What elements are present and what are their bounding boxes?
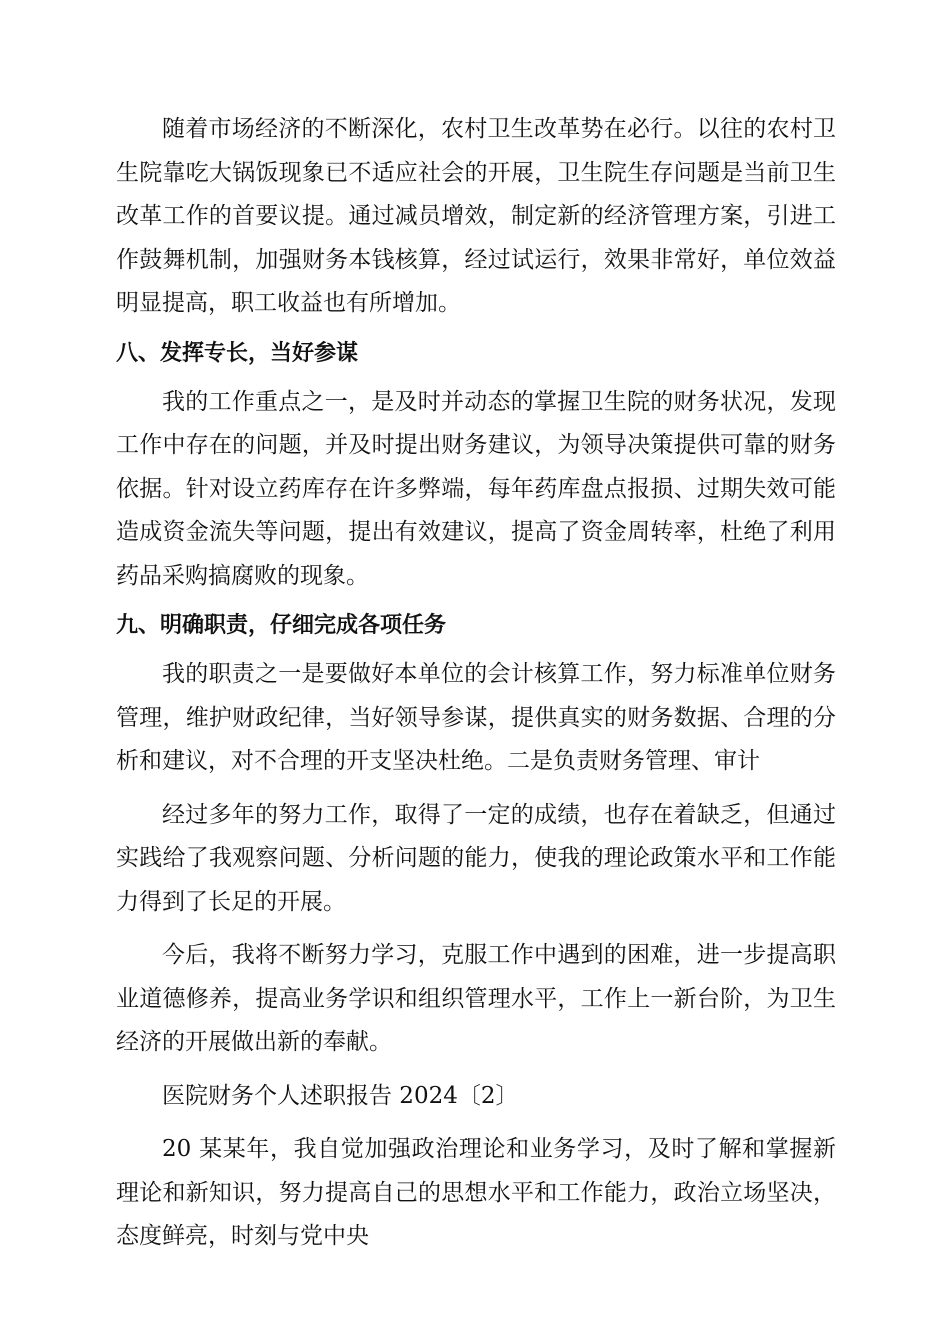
paragraph-achievements: 经过多年的努力工作，取得了一定的成绩，也存在着缺乏，但通过实践给了我观察问题、分析问题的能力，使我的理论政策水平和工作能力得到了长足的开展。 — [116, 801, 836, 915]
report-subtitle: 医院财务个人述职报告 2024〔2〕 — [162, 1082, 519, 1109]
paragraph-rural-reform: 随着市场经济的不断深化，农村卫生改革势在必行。以往的农村卫生院靠吃大锅饭现象已不适应社会的开展，卫生院生存问题是当前卫生改革工作的首要议提。通过减员增效，制定新的经济管理方案，引进工作鼓舞机制，加强财务本钱核算，经过试运行，效果非常好，单位效益明显提高，职工收益也有所增加。 — [116, 116, 836, 316]
paragraph-financial-advice: 我的工作重点之一，是及时并动态的掌握卫生院的财务状况，发现工作中存在的问题，并及时提出财务建议，为领导决策提供可靠的财务依据。针对设立药库存在许多弊端，每年药库盘点报损、过期失效可能造成资金流失等问题，提出有效建议，提高了资金周转率，杜绝了利用药品采购搞腐败的现象。 — [116, 388, 836, 589]
section-heading-9: 九、明确职责，仔细完成各项任务 — [116, 613, 447, 638]
paragraph-future: 今后，我将不断努力学习，克服工作中遇到的困难，进一步提高职业道德修养，提高业务学识和组织管理水平，工作上一新台阶，为卫生经济的开展做出新的奉献。 — [116, 942, 836, 1055]
document-body — [116, 108, 836, 1259]
paragraph-study: 20 某某年，我自觉加强政治理论和业务学习，及时了解和掌握新理论和新知识，努力提高自己的思想水平和工作能力，政治立场坚决，态度鲜亮，时刻与党中央 — [116, 1136, 836, 1249]
paragraph-duties: 我的职责之一是要做好本单位的会计核算工作，努力标准单位财务管理，维护财政纪律，当好领导参谋，提供真实的财务数据、合理的分析和建议，对不合理的开支坚决杜绝。二是负责财务管理、审计 — [116, 661, 836, 774]
section-heading-8: 八、发挥专长，当好参谋 — [116, 340, 359, 366]
